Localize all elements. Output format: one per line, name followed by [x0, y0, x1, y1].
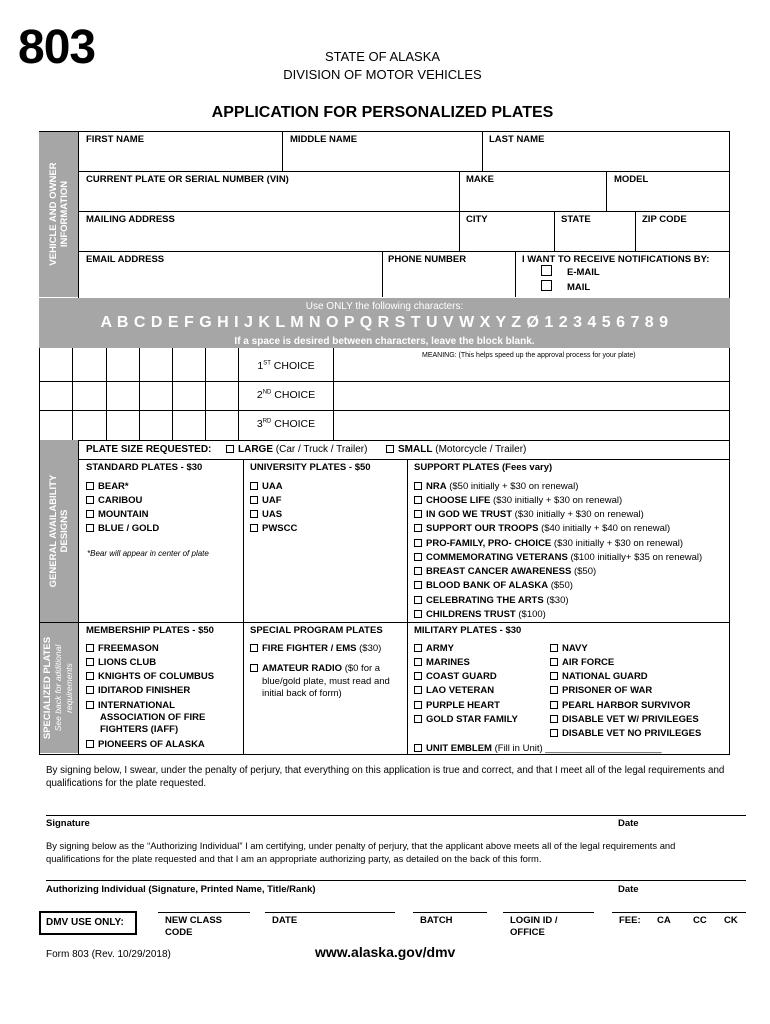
support-childrens-trust[interactable]: CHILDRENS TRUST ($100): [414, 609, 546, 620]
notify-email-checkbox[interactable]: [541, 265, 552, 276]
dmv-batch-label: BATCH: [420, 915, 453, 926]
dmv-ck-label: CK: [724, 915, 738, 926]
authorizing-line[interactable]: [46, 862, 746, 880]
university-pwscc[interactable]: PWSCC: [250, 523, 297, 534]
plate-size-small[interactable]: SMALL (Motorcycle / Trailer): [386, 444, 526, 455]
membership-freemason[interactable]: FREEMASON: [86, 643, 159, 654]
military-national-guard[interactable]: NATIONAL GUARD: [550, 671, 648, 682]
support-title: SUPPORT PLATES (Fees vary): [414, 462, 553, 473]
plate-size-row: PLATE SIZE REQUESTED:: [86, 444, 212, 455]
standard-blue-gold[interactable]: BLUE / GOLD: [86, 523, 159, 534]
mailing-address-label: MAILING ADDRESS: [86, 214, 175, 225]
support-breast-cancer[interactable]: BREAST CANCER AWARENESS ($50): [414, 566, 596, 577]
meaning-2-field[interactable]: [334, 382, 729, 410]
notify-mail-label: MAIL: [567, 282, 591, 293]
authorizing-date-label: Date: [618, 884, 639, 895]
military-unit-emblem[interactable]: UNIT EMBLEM (Fill in Unit) ______________________: [414, 743, 662, 754]
choice-1-label: 1ST CHOICE: [257, 360, 315, 372]
last-name-label: LAST NAME: [489, 134, 545, 145]
support-arts[interactable]: CELEBRATING THE ARTS ($30): [414, 595, 569, 606]
choice-2-chars[interactable]: [40, 382, 238, 410]
signature-date-label: Date: [618, 818, 639, 829]
state-field[interactable]: [555, 226, 634, 250]
plate-size-large[interactable]: LARGE (Car / Truck / Trailer): [226, 444, 367, 455]
email-label: EMAIL ADDRESS: [86, 254, 165, 265]
membership-iaff-line3: FIGHTERS (IAFF): [100, 724, 179, 735]
university-title: UNIVERSITY PLATES - $50: [250, 462, 371, 473]
standard-caribou[interactable]: CARIBOU: [86, 495, 142, 506]
military-title: MILITARY PLATES - $30: [414, 625, 522, 636]
support-blood-bank[interactable]: BLOOD BANK OF ALASKA ($50): [414, 580, 573, 591]
membership-iaff[interactable]: INTERNATIONAL: [86, 700, 175, 711]
signature-line[interactable]: [46, 795, 746, 815]
website-link[interactable]: www.alaska.gov/dmv: [315, 944, 456, 960]
military-lao-veteran[interactable]: LAO VETERAN: [414, 685, 494, 696]
space-note: If a space is desired between characters, leave the block blank.: [234, 336, 535, 347]
plate-vin-label: CURRENT PLATE OR SERIAL NUMBER (VIN): [86, 174, 289, 185]
membership-iaff-line2: ASSOCIATION OF FIRE: [100, 712, 206, 723]
special-amateur-note-3: initial back of form): [262, 688, 342, 699]
special-amateur-radio[interactable]: AMATEUR RADIO ($0 for a: [250, 663, 380, 674]
support-choose-life[interactable]: CHOOSE LIFE ($30 initially + $30 on renewal): [414, 495, 622, 506]
military-marines[interactable]: MARINES: [414, 657, 470, 668]
military-army[interactable]: ARMY: [414, 643, 454, 654]
allowed-characters: A B C D E F G H I J K L M N O P Q R S T U V W X Y Z Ø 1 2 3 4 5 6 7 8 9: [100, 314, 669, 331]
support-nra[interactable]: NRA ($50 initially + $30 on renewal): [414, 481, 578, 492]
first-name-label: FIRST NAME: [86, 134, 145, 145]
special-amateur-note-2: blue/gold plate, must read and: [262, 676, 390, 687]
special-title: SPECIAL PROGRAM PLATES: [250, 625, 383, 636]
military-gold-star[interactable]: GOLD STAR FAMILY: [414, 714, 518, 725]
form-number: 803: [18, 21, 96, 74]
special-fire-fighter[interactable]: FIRE FIGHTER / EMS ($30): [250, 643, 381, 654]
military-navy[interactable]: NAVY: [550, 643, 588, 654]
support-pro-family[interactable]: PRO-FAMILY, PRO- CHOICE ($30 initially + $30 on renewal): [414, 538, 683, 549]
military-air-force[interactable]: AIR FORCE: [550, 657, 614, 668]
university-uaf[interactable]: UAF: [250, 495, 282, 506]
military-pearl-harbor[interactable]: PEARL HARBOR SURVIVOR: [550, 700, 690, 711]
general-side-title: GENERAL AVAILABILITY DESIGNS: [48, 474, 70, 588]
email-field[interactable]: [79, 266, 381, 296]
signature-label: Signature: [46, 818, 90, 829]
notify-email-label: E-MAIL: [567, 267, 600, 278]
oath-text: By signing below, I swear, under the penalty of perjury, that everything on this application is true and correct, and that I meet all of the legal requirements and qualifications for the plate requested.: [46, 765, 725, 789]
meaning-1-field[interactable]: [334, 362, 729, 381]
notify-mail-checkbox[interactable]: [541, 280, 552, 291]
choice-1-chars[interactable]: [40, 349, 238, 381]
military-disable-vet-priv[interactable]: DISABLE VET W/ PRIVILEGES: [550, 714, 699, 725]
middle-name-label: MIDDLE NAME: [290, 134, 358, 145]
authorizing-label: Authorizing Individual (Signature, Printed Name, Title/Rank): [46, 884, 316, 895]
choice-2-label: 2ND CHOICE: [256, 389, 316, 401]
military-disable-vet-no-priv[interactable]: DISABLE VET NO PRIVILEGES: [550, 728, 701, 739]
meaning-label: MEANING: (This helps speed up the approval process for your plate): [422, 352, 636, 359]
dmv-login-label: LOGIN ID / OFFICE: [510, 915, 558, 938]
division-title: DIVISION OF MOTOR VEHICLES: [283, 67, 482, 82]
zip-label: ZIP CODE: [642, 214, 687, 225]
university-uaa[interactable]: UAA: [250, 481, 283, 492]
middle-name-field[interactable]: [283, 146, 481, 170]
membership-pioneers[interactable]: PIONEERS OF ALASKA: [86, 739, 205, 750]
standard-mountain[interactable]: MOUNTAIN: [86, 509, 148, 520]
choice-3-label: 3RD CHOICE: [256, 418, 316, 430]
model-field[interactable]: [607, 186, 728, 210]
make-label: MAKE: [466, 174, 494, 185]
owner-side-title: VEHICLE AND OWNER INFORMATION: [48, 162, 70, 266]
dmv-date-label: DATE: [272, 915, 298, 926]
city-field[interactable]: [460, 226, 553, 250]
support-veterans[interactable]: COMMEMORATING VETERANS ($100 initially+ $35 on renewal): [414, 552, 702, 563]
military-purple-heart[interactable]: PURPLE HEART: [414, 700, 500, 711]
use-only-label: Use ONLY the following characters:: [305, 301, 464, 312]
military-coast-guard[interactable]: COAST GUARD: [414, 671, 497, 682]
zip-field[interactable]: [636, 226, 728, 250]
notify-label: I WANT TO RECEIVE NOTIFICATIONS BY:: [522, 254, 710, 265]
city-label: CITY: [466, 214, 488, 225]
phone-field[interactable]: [383, 266, 514, 296]
choice-3-chars[interactable]: [40, 411, 238, 440]
form-revision: Form 803 (Rev. 10/29/2018): [46, 949, 171, 960]
specialized-side-title: SPECIALIZED PLATES See back for additional requirements: [42, 636, 74, 740]
university-uas[interactable]: UAS: [250, 509, 282, 520]
standard-bear[interactable]: BEAR*: [86, 481, 129, 492]
model-label: MODEL: [614, 174, 649, 185]
dmv-fee-label: FEE:: [619, 915, 641, 926]
dmv-cc-label: CC: [693, 915, 707, 926]
first-name-field[interactable]: [79, 146, 281, 170]
military-pow[interactable]: PRISONER OF WAR: [550, 685, 652, 696]
dmv-ca-label: CA: [657, 915, 671, 926]
page-title: APPLICATION FOR PERSONALIZED PLATES: [211, 104, 554, 121]
membership-iditarod[interactable]: IDITAROD FINISHER: [86, 685, 190, 696]
last-name-field[interactable]: [483, 146, 728, 170]
plate-vin-field[interactable]: [79, 186, 458, 210]
membership-lions-club[interactable]: LIONS CLUB: [86, 657, 156, 668]
state-label: STATE: [561, 214, 591, 225]
make-field[interactable]: [460, 186, 605, 210]
state-title: STATE OF ALASKA: [324, 49, 441, 64]
dmv-use-only-label: DMV USE ONLY:: [46, 917, 124, 928]
mailing-address-field[interactable]: [79, 226, 458, 250]
membership-title: MEMBERSHIP PLATES - $50: [86, 625, 214, 636]
bear-note: *Bear will appear in center of plate: [87, 549, 209, 558]
phone-label: PHONE NUMBER: [388, 254, 467, 265]
meaning-3-field[interactable]: [334, 411, 729, 440]
standard-title: STANDARD PLATES - $30: [86, 462, 203, 473]
dmv-new-class-label: NEW CLASS CODE: [165, 915, 222, 938]
support-in-god-we-trust[interactable]: IN GOD WE TRUST ($30 initially + $30 on renewal): [414, 509, 644, 520]
authorizing-text: By signing below as the “Authorizing Individual” I am certifying, under penalty of perjury, that the applicant above meets all of the legal requirements and qualifications for the plate requested and that I am an appropriate authorizing party, as detailed on the back of this form.: [46, 840, 676, 864]
support-our-troops[interactable]: SUPPORT OUR TROOPS ($40 initially + $40 on renewal): [414, 523, 670, 534]
membership-knights[interactable]: KNIGHTS OF COLUMBUS: [86, 671, 214, 682]
